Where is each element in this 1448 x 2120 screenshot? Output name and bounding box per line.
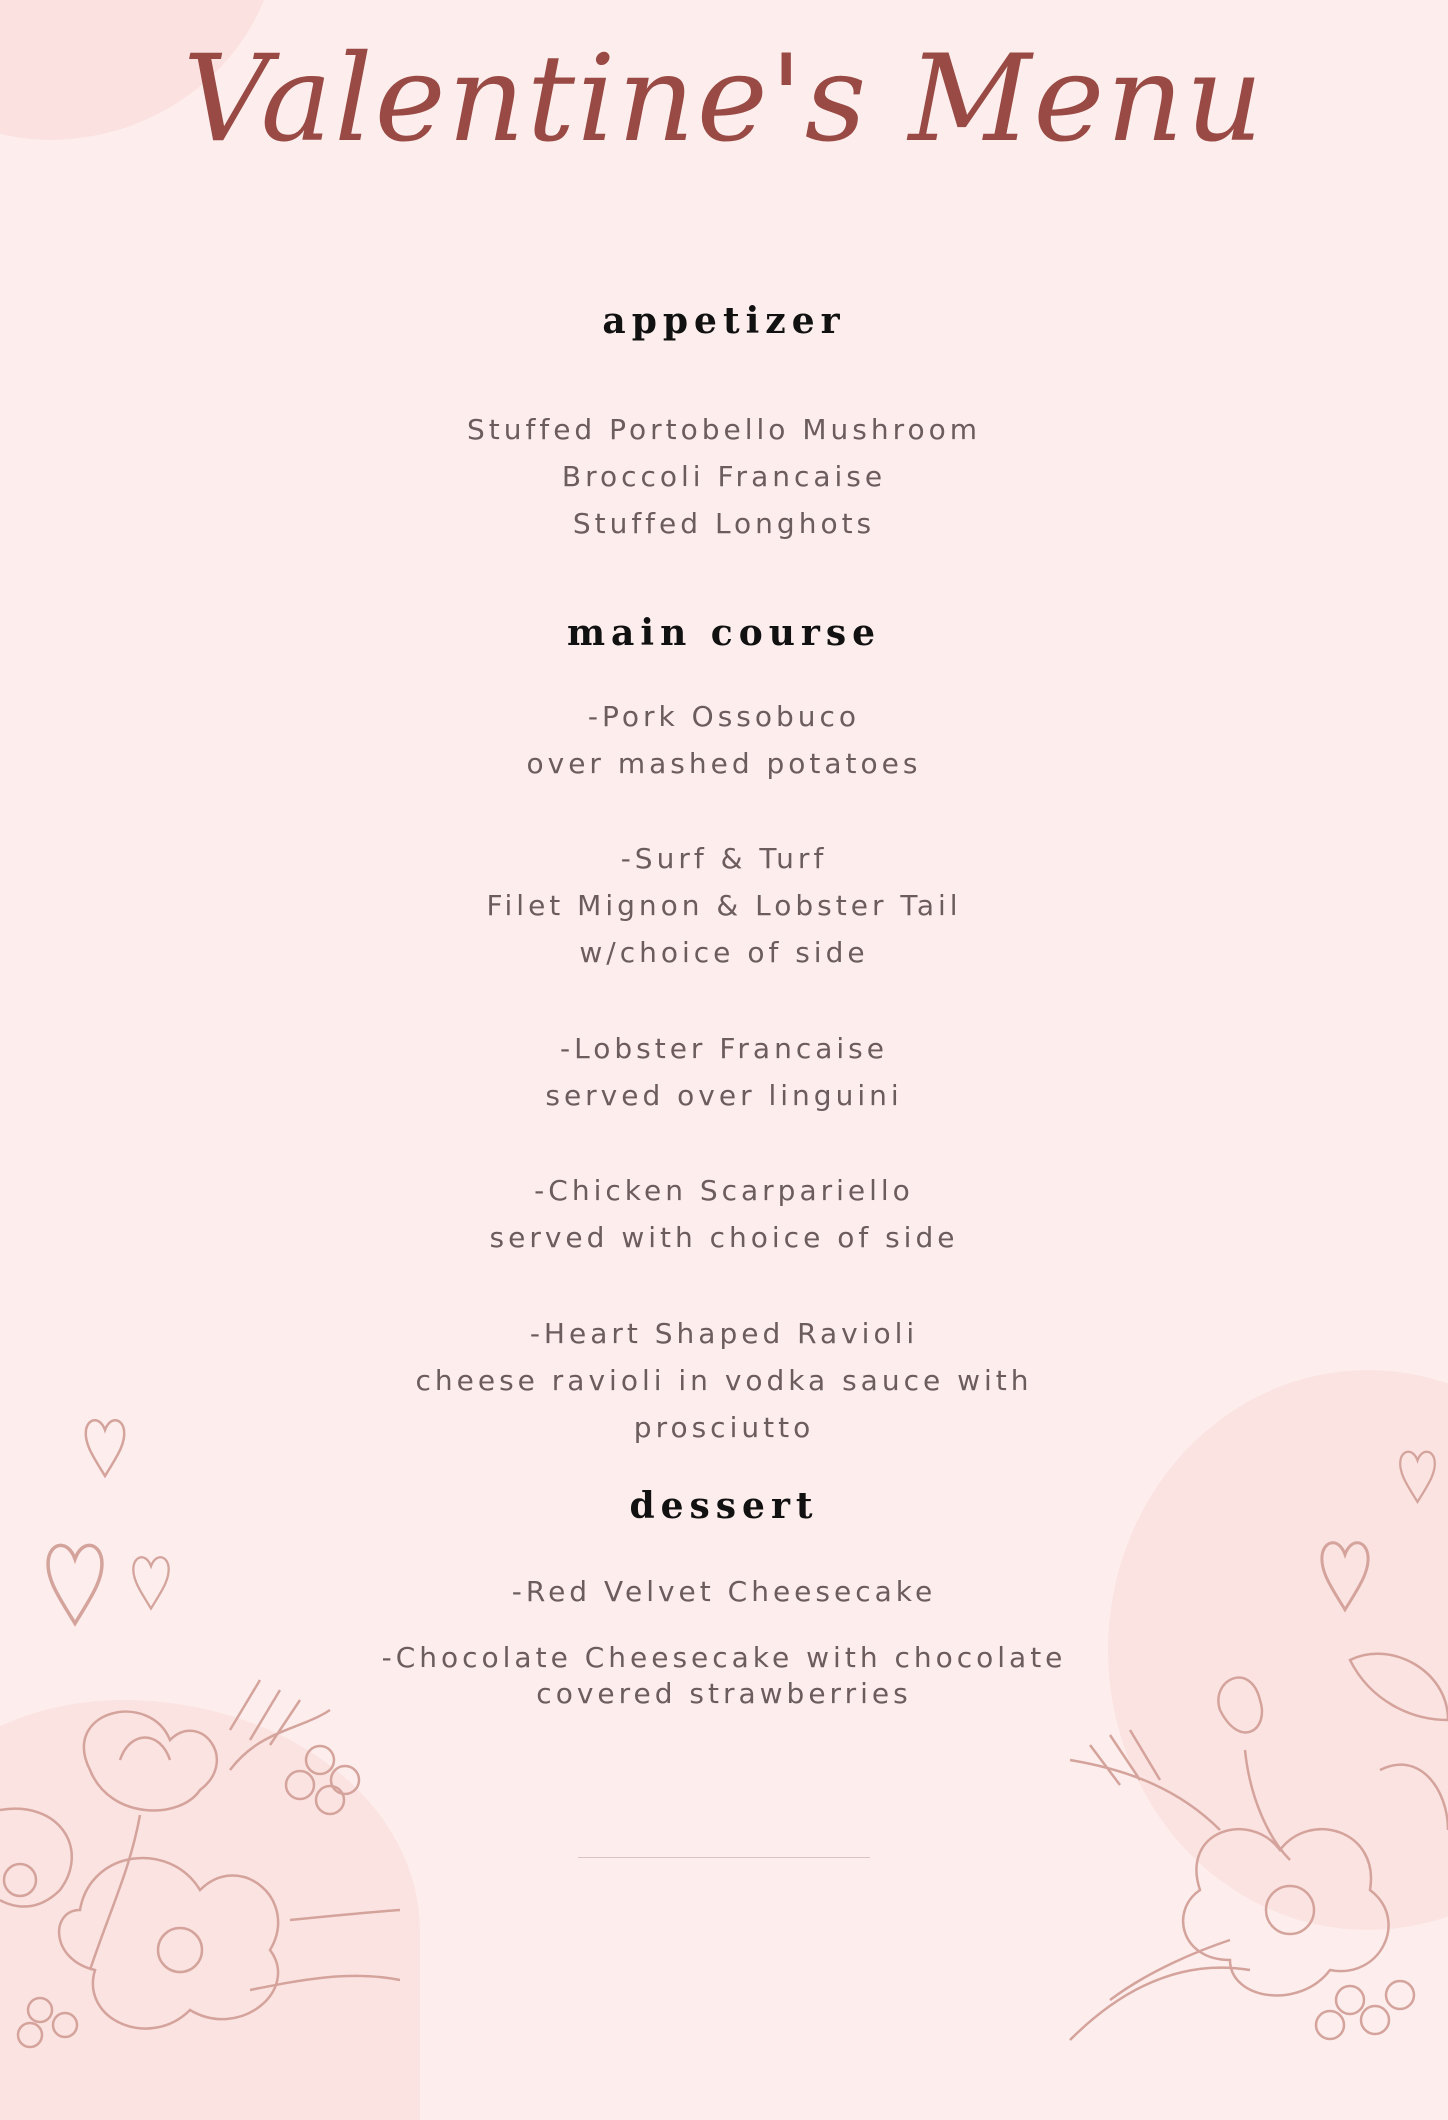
- heart-outline-icon: [80, 1410, 130, 1480]
- heart-outline-icon: [1315, 1525, 1375, 1620]
- dish-description: cheese ravioli in vodka sauce with: [415, 1364, 1033, 1397]
- heart-outline-icon: [1395, 1440, 1440, 1508]
- floral-bouquet-illustration: [1050, 1640, 1448, 2048]
- main-dish: [0, 1025, 1448, 1119]
- appetizer-item: Stuffed Longhots: [572, 507, 876, 540]
- heart-outline-icon: [128, 1545, 174, 1615]
- dish-name: -Pork Ossobuco: [587, 700, 861, 733]
- dish-description: prosciutto: [633, 1411, 815, 1444]
- appetizer-item: Broccoli Francaise: [561, 460, 887, 493]
- heart-outline-icon: [40, 1530, 110, 1630]
- dish-description: w/choice of side: [579, 936, 869, 969]
- footer-divider: [578, 1857, 870, 1858]
- dish-name: -Heart Shaped Ravioli: [529, 1317, 919, 1350]
- dessert-name: -Chocolate Cheesecake with chocolate: [381, 1641, 1067, 1674]
- dessert-heading: dessert: [629, 1485, 819, 1527]
- floral-bouquet-illustration: [0, 1650, 440, 2048]
- main-course-heading: main course: [566, 612, 882, 654]
- dessert-description: covered strawberries: [536, 1677, 912, 1710]
- main-dish: [0, 693, 1448, 787]
- appetizer-item: Stuffed Portobello Mushroom: [466, 413, 981, 446]
- main-dish: [0, 1310, 1448, 1451]
- dish-description: over mashed potatoes: [526, 747, 922, 780]
- dish-description: Filet Mignon & Lobster Tail: [486, 889, 962, 922]
- dessert-item: [0, 1568, 1448, 1615]
- dish-description: served over linguini: [545, 1079, 903, 1112]
- dish-name: -Lobster Francaise: [560, 1032, 888, 1065]
- appetizer-heading: appetizer: [602, 300, 846, 342]
- dish-name: -Surf & Turf: [620, 842, 828, 875]
- dish-name: -Chicken Scarpariello: [534, 1174, 914, 1207]
- main-dish: [0, 1167, 1448, 1261]
- dish-description: served with choice of side: [489, 1221, 959, 1254]
- main-dish: [0, 835, 1448, 976]
- menu-title: Valentine's Menu: [183, 30, 1265, 169]
- dessert-name: -Red Velvet Cheesecake: [511, 1575, 937, 1608]
- appetizer-list: [0, 406, 1448, 547]
